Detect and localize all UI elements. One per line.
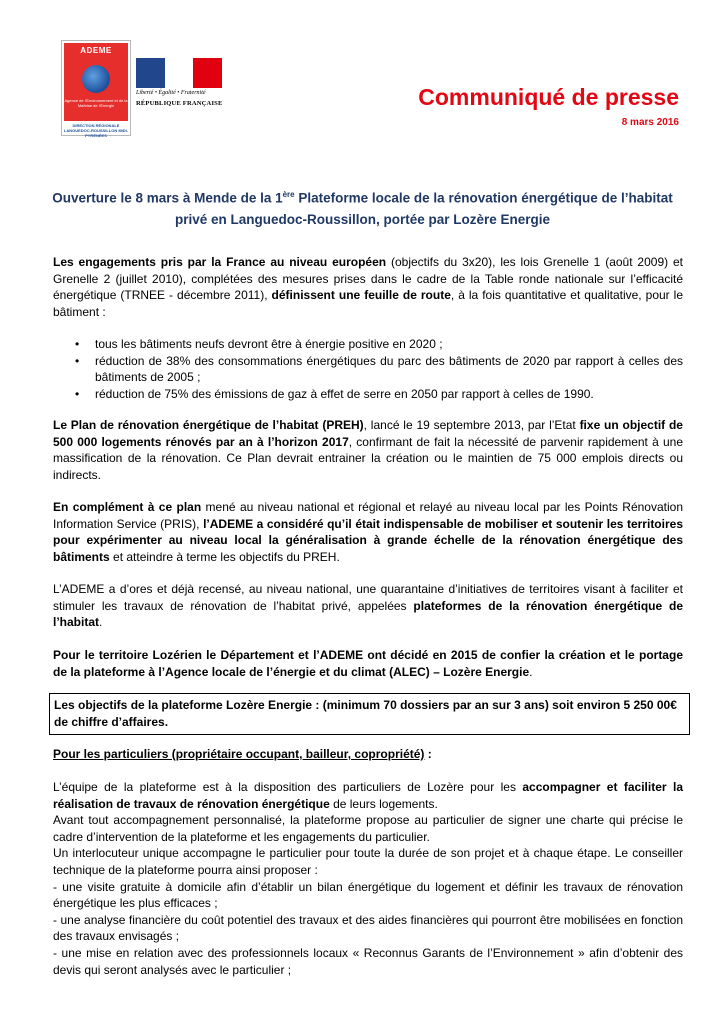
paragraph-complement: En complément à ce plan mené au niveau national et régional et relayé au niveau local par les Points Rénovation Information Service (PRIS), l’ADEME a considéré qu’il était indispensable de mobiliser et soutenir les territoires pour expérimenter au niveau local la généralisation à grande échelle de la rénovation énergétique des bâtiments et atteindre à terme les objectifs du PREH.	[53, 500, 683, 564]
press-release-title: Communiqué de presse	[418, 84, 679, 110]
ademe-logo-block	[64, 43, 128, 121]
paragraph-preh: Le Plan de rénovation énergétique de l’habitat (PREH), lancé le 19 septembre 2013, par l’Etat fixe un objectif de 500 000 logements rénovés par an à l’horizon 2017, confirmant de fait la nécessité de parvenir rapidement à une massification de la rénovation. Ce Plan devrait entrainer la création ou le maintien de 75 000 emplois directs ou indirects.	[53, 418, 683, 482]
list-item: • tous les bâtiments neufs devront être à énergie positive en 2020 ;	[75, 337, 443, 351]
headline: Ouverture le 8 mars à Mende de la 1ère Plateforme locale de la rénovation énergétique de l’habitat privé en Languedoc-Roussillon, portée par Lozère Energie	[52, 190, 673, 227]
marianne-flag-icon	[136, 58, 222, 88]
list-item: • réduction de 75% des émissions de gaz à effet de serre en 2050 par rapport à celles de 1990.	[75, 386, 594, 401]
paragraph-ademe-recensement: L’ADEME a d’ores et déjà recensé, au niveau national, une quarantaine d’initiatives de territoires visant à faciliter et stimuler les travaux de rénovation de l’habitat privé, appelées plateformes de la rénovation énergétique de l’habitat.	[53, 582, 683, 630]
paragraph-lozere: Pour le territoire Lozérien le Département et l’ADEME ont décidé en 2015 de confier la création et le portage de la plateforme à l’Agence locale de l’énergie et du climat (ALEC) – Lozère Energie.	[53, 648, 683, 679]
globe-icon	[82, 65, 110, 93]
bullet-list	[53, 336, 683, 402]
ademe-logo	[61, 40, 131, 136]
rf-motto: Liberté • Égalité • Fraternité	[136, 90, 206, 96]
particuliers-line: Avant tout accompagnement personnalisé, la plateforme propose au particulier de signer une charte qui précise le cadre d’intervention de la plateforme et les engagements du particulier.	[53, 813, 683, 844]
republique-francaise-logo	[134, 58, 226, 116]
particuliers-line: - une mise en relation avec des professionnels locaux « Reconnus Garants de l’Environnement » afin d’obtenir des devis qui seront analysés avec le particulier ;	[53, 945, 683, 977]
particuliers-line: Un interlocuteur unique accompagne le particulier pour toute la durée de son projet et à chaque étape. Le conseiller technique de la plateforme pourra ainsi proposer :	[53, 846, 683, 877]
ademe-logo-name: ADEME	[80, 46, 112, 55]
paragraph-particuliers	[53, 779, 683, 978]
rf-name: RÉPUBLIQUE FRANÇAISE	[136, 100, 223, 107]
list-item: • réduction de 38% des consommations énergétiques du parc des bâtiments de 2020 par rapport à celles des bâtiments de 2005 ;	[75, 353, 683, 385]
particuliers-line: - une visite gratuite à domicile afin d’établir un bilan énergétique du logement et définir les travaux de rénovation énergétique les plus efficaces ;	[53, 879, 683, 911]
particuliers-line: L’équipe de la plateforme est à la disposition des particuliers de Lozère pour les accompagner et faciliter la réalisation de travaux de rénovation énergétique de leurs logements.	[53, 780, 683, 811]
particuliers-line: - une analyse financière du coût potentiel des travaux et des aides financières qui pourront être mobilisées en fonction des travaux envisagés ;	[53, 912, 683, 944]
ademe-logo-subtitle: Agence de l'Environnement et de la Maîtrise de l'Energie	[64, 98, 128, 108]
ademe-logo-region: DIRECTION RÉGIONALE LANGUEDOC-ROUSSILLON MIDI-PYRÉNÉES	[63, 123, 129, 138]
section-heading-particuliers: Pour les particuliers (propriétaire occupant, bailleur, copropriété) :	[53, 747, 432, 761]
press-release-date: 8 mars 2016	[621, 117, 679, 128]
paragraph-engagements: Les engagements pris par la France au niveau européen (objectifs du 3x20), les lois Grenelle 1 (août 2009) et Grenelle 2 (juillet 2010), complétées des mesures prises dans le cadre de la Table ronde nationale sur l’efficacité énergétique (TRNEE - décembre 2011), définissent une feuille de route, à la fois quantitative et qualitative, pour le bâtiment :	[53, 255, 684, 319]
objectifs-box: Les objectifs de la plateforme Lozère Energie : (minimum 70 dossiers par an sur 3 ans) soit environ 5 250 00€ de chiffre d’affaires.	[49, 693, 690, 735]
